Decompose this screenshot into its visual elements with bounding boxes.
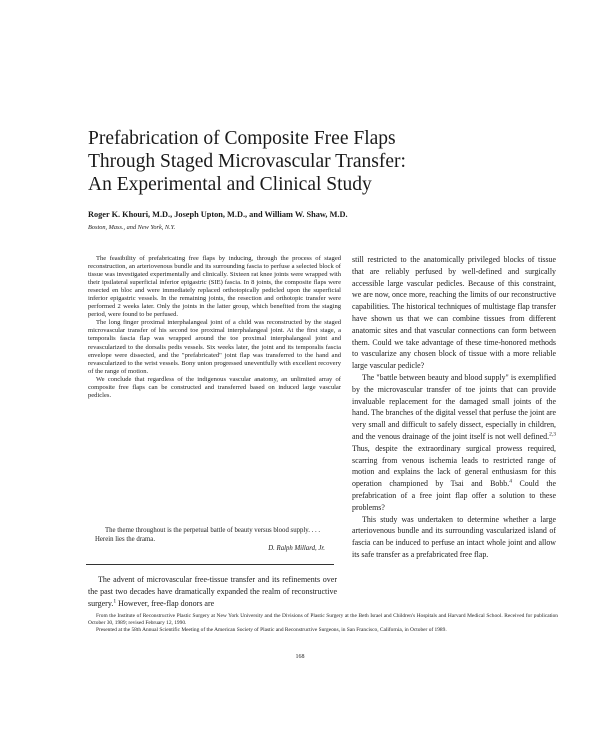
abstract — [88, 255, 341, 400]
body-left-paragraph-1 — [88, 574, 337, 609]
author-affiliation: Boston, Mass., and New York, N.Y. — [88, 224, 176, 231]
body-right-paragraph-3: This study was undertaken to determine whether a large arteriovenous bundle and its surrounding vascularized island of fascia can be induced to perfuse an intact whole joint and allow its safe transfer as a prefabricated free flap. — [352, 514, 556, 559]
body-right-paragraph-1: still restricted to the anatomically privileged blocks of tissue that are reliably perfused by well-defined and surgically accessible large vascular pedicles. Because of this constraint, we are now, once more, reaching the limits of our reconstructive capabilities. The historical techniques of multistage flap transfer have shown us that we can combine tissues from different anatomic sites and that vascular connections can form between them. Could we take advantage of these time-honored methods to vascularize any chosen block of tissue with a more reliable large vascular pedicle? — [352, 255, 556, 371]
abstract-paragraph-2: The long finger proximal interphalangeal joint of a child was reconstructed by the staged microvascular transfer of his second toe proximal interphalangeal joint. At the first stage, a temporalis fascia flap was wrapped around the toe proximal interphalangeal joint and revascularized to the dorsalis pedis vessels. Six weeks later, the joint and its temporalis fascia envelope were dissected, and the "prefabricated" joint flap was transferred to the hand and revascularized to the wrist vessels. Bony union progressed uneventfully with excellent recovery of the range of motion. — [88, 319, 341, 375]
body-right-paragraph-2 — [352, 372, 556, 514]
footnote-presentation: Presented at the 58th Annual Scientific Meeting of the American Society of Plastic and Reconstructive Surgeons, in San Francisco, California, in October of 1989. — [96, 627, 447, 633]
title-line-3: An Experimental and Clinical Study — [88, 174, 372, 195]
epigraph-text: The theme throughout is the perpetual battle of beauty versus blood supply. . . . Herein lies the drama. — [95, 527, 321, 543]
body-column-right — [352, 254, 556, 561]
citation-ref: 2,3 — [549, 431, 556, 438]
body-left-text-tail: However, free-flap donors are — [116, 598, 215, 608]
body-right-text: The "battle between beauty and blood supply" is exemplified by the microvascular transfer of toe joints that can provide invaluable replacement for the damaged small joints of the hand. The branches of the digital vessel that perfuse the joint are very small and difficult to safely dissect, especially in children, and the venous drainage of the joint itself is not well defined. — [352, 372, 556, 441]
body-right-text-tail-2: Could the prefabrication of a free joint flap offer a solution to these problems? — [352, 479, 556, 512]
body-left-text: The advent of microvascular free-tissue transfer and its refinements over the past two decades have dramatically expanded the realm of reconstructive surgery. — [88, 575, 337, 608]
author-list: Roger K. Khouri, M.D., Joseph Upton, M.D., and William W. Shaw, M.D. — [88, 210, 348, 219]
article-title — [88, 127, 528, 196]
page-number: 168 — [295, 654, 305, 660]
epigraph — [95, 527, 325, 554]
body-column-left — [88, 574, 337, 609]
abstract-paragraph-1: The feasibility of prefabricating free flaps by inducing, through the process of staged reconstruction, an arteriovenous bundle and its surrounding fascia to perfuse a selected block of tissue was investigated experimentally and clinically. Sixteen rat knee joints were wrapped with their ipsilateral superficial inferior epigastric (SIE) fascia. In 8 joints, the composite flaps were resected en bloc and were immediately replaced orthotopically pedicled upon the superficial inferior epigastric vessels. In the remaining joints, the resection and orthotopic transfer were performed 2 weeks later. Only the joints in the latter group, which benefited from the staging period, were found to be perfused. — [88, 255, 341, 319]
body-right-text-tail: Thus, despite the extraordinary surgical prowess required, scarring from venous ischemia leads to restricted range of motion and explains the lack of general enthusiasm for this operation championed by Tsai and Bobb. — [352, 443, 556, 489]
citation-ref: 4 — [509, 478, 512, 485]
title-line-1: Prefabrication of Composite Free Flaps — [88, 128, 396, 149]
abstract-paragraph-3: We conclude that regardless of the indigenous vascular anatomy, an unlimited array of composite free flaps can be constructed and transferred based on induced large vascular pedicles. — [88, 375, 341, 399]
title-line-2: Through Staged Microvascular Transfer: — [88, 151, 406, 172]
citation-ref: 1 — [113, 597, 117, 604]
section-divider — [86, 564, 334, 565]
footnote-affiliation: From the Institute of Reconstructive Plastic Surgery at New York University and the Divisions of Plastic Surgery at the Beth Israel and Children's Hospitals and Harvard Medical School. Received for publication October 30, 1989; revised February 12, 1990. — [88, 613, 558, 626]
epigraph-attribution: D. Ralph Millard, Jr. — [268, 545, 325, 552]
footnote — [88, 613, 558, 634]
